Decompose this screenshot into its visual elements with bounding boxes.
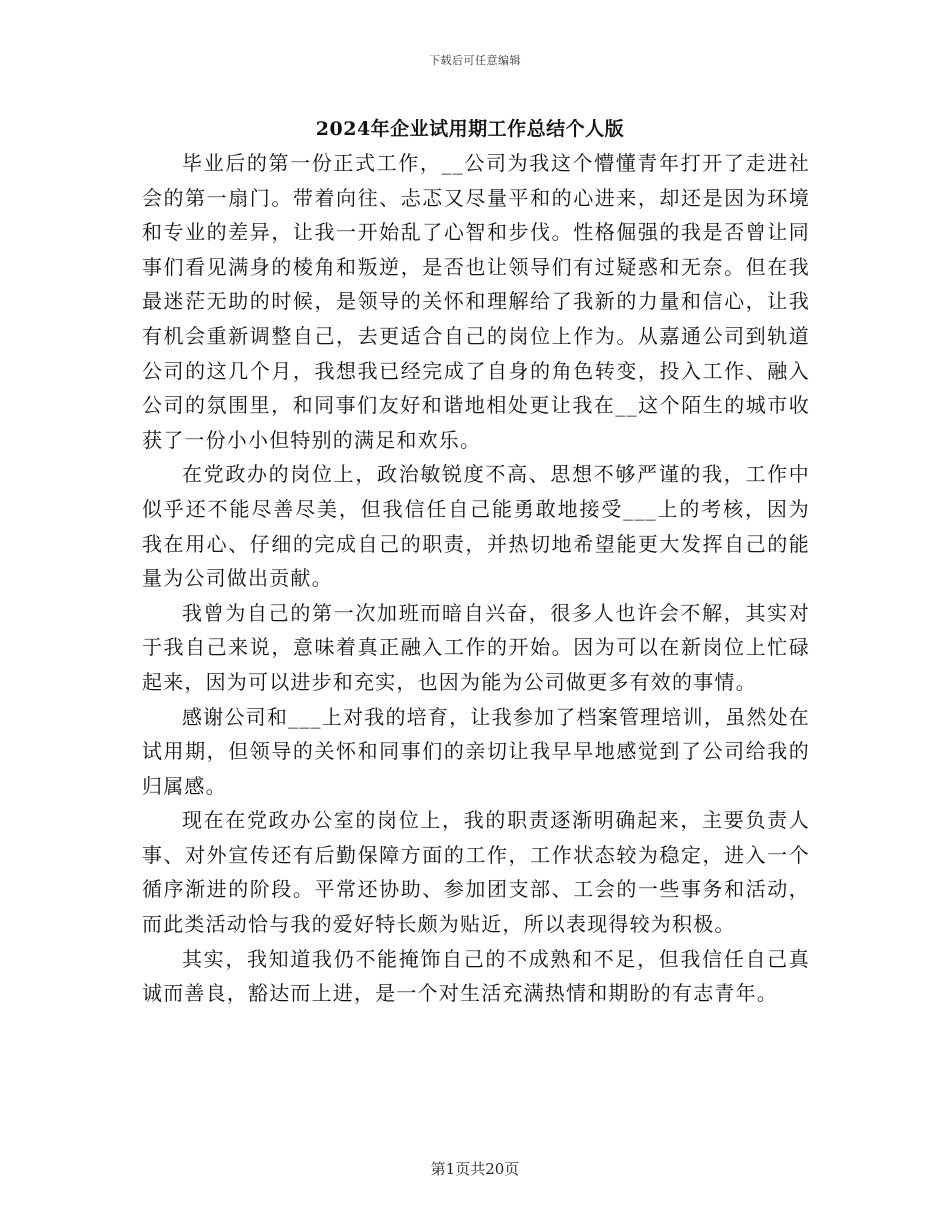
- paragraph: 现在在党政办公室的岗位上，我的职责逐渐明确起来，主要负责人事、对外宣传还有后勤保障方面的工作，工作状态较为稳定，进入一个循序渐进的阶段。平常还协助、参加团支部、工会的一些事务和活动，而此类活动恰与我的爱好特长颇为贴近，所以表现得较为积极。: [142, 808, 810, 937]
- document-body: [142, 146, 810, 1011]
- paragraph: 在党政办的岗位上，政治敏锐度不高、思想不够严谨的我，工作中似乎还不能尽善尽美，但我信任自己能勇敢地接受___上的考核，因为我在用心、仔细的完成自己的职责，并热切地希望能更大发挥自己的能量为公司做出贡献。: [142, 462, 810, 591]
- document-title: 2024年企业试用期工作总结个人版: [315, 118, 625, 140]
- page-number-footer: 第1页共20页: [430, 1160, 520, 1178]
- paragraph: 感谢公司和___上对我的培育，让我参加了档案管理培训，虽然处在试用期，但领导的关怀和同事们的亲切让我早早地感觉到了公司给我的归属感。: [142, 704, 810, 798]
- paragraph: 毕业后的第一份正式工作，__公司为我这个懵懂青年打开了走进社会的第一扇门。带着向往、忐忑又尽量平和的心进来，却还是因为环境和专业的差异，让我一开始乱了心智和步伐。性格倔强的我是否曾让同事们看见满身的棱角和叛逆，是否也让领导们有过疑惑和无奈。但在我最迷茫无助的时候，是领导的关怀和理解给了我新的力量和信心，让我有机会重新调整自己，去更适合自己的岗位上作为。从嘉通公司到轨道公司的这几个月，我想我已经完成了自身的角色转变，投入工作、融入公司的氛围里，和同事们友好和谐地相处更让我在__这个陌生的城市收获了一份小小但特别的满足和欢乐。: [142, 151, 810, 452]
- paragraph: 其实，我知道我仍不能掩饰自己的不成熟和不足，但我信任自己真诚而善良，豁达而上进，是一个对生活充满热情和期盼的有志青年。: [142, 946, 810, 1006]
- paragraph: 我曾为自己的第一次加班而暗自兴奋，很多人也许会不解，其实对于我自己来说，意味着真正融入工作的开始。因为可以在新岗位上忙碌起来，因为可以进步和充实，也因为能为公司做更多有效的事情。: [142, 600, 810, 694]
- page-header-note: 下载后可任意编辑: [429, 54, 521, 67]
